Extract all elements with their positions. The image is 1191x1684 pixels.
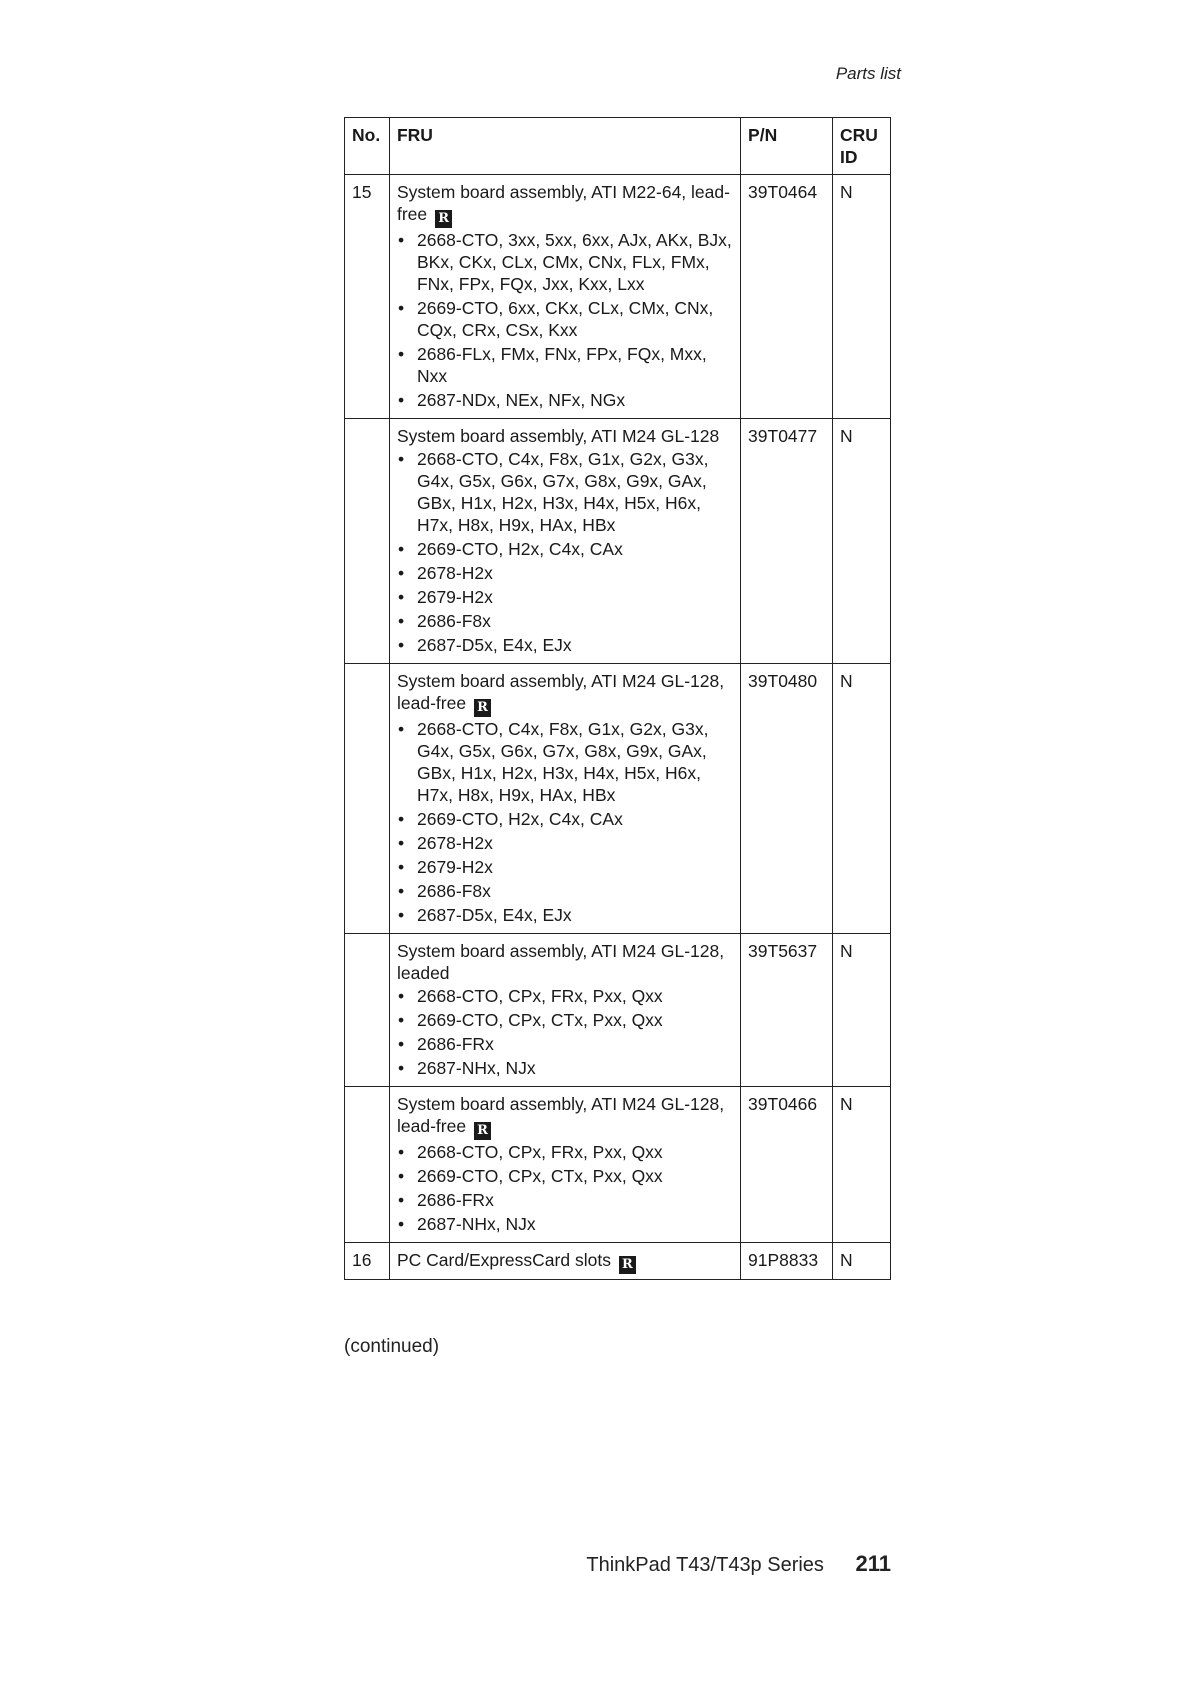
row-item-number (345, 419, 390, 664)
row-part-number: 91P8833 (741, 1243, 833, 1280)
table-row (345, 419, 891, 664)
fru-title: System board assembly, ATI M24 GL-128, leaded (396, 941, 725, 983)
table-body (345, 175, 891, 1280)
restricted-badge-icon: R (474, 1122, 491, 1140)
list-item: • 2687-NHx, NJx (397, 1213, 733, 1235)
list-item: • 2678-H2x (397, 832, 733, 854)
table-row (345, 1087, 891, 1243)
page-footer (586, 1551, 891, 1577)
model-list (397, 1141, 733, 1235)
continued-note: (continued) (344, 1336, 440, 1357)
list-item: • 2669-CTO, H2x, C4x, CAx (397, 808, 733, 830)
row-part-number: 39T0466 (741, 1087, 833, 1243)
row-fru-description (389, 419, 740, 664)
running-head: Parts list (835, 64, 901, 83)
row-item-number: 16 (345, 1243, 390, 1280)
table-header (345, 118, 891, 175)
list-item: • 2687-D5x, E4x, EJx (397, 904, 733, 926)
list-item: • 2686-FRx (397, 1189, 733, 1211)
table-row (345, 1243, 891, 1280)
row-part-number: 39T0480 (741, 664, 833, 934)
list-item: • 2686-FLx, FMx, FNx, FPx, FQx, Mxx, Nxx (397, 343, 733, 387)
header-no: No. (345, 118, 390, 175)
restricted-badge-icon: R (435, 210, 452, 228)
list-item: • 2686-FRx (397, 1033, 733, 1055)
model-list (397, 229, 733, 411)
list-item: • 2668-CTO, CPx, FRx, Pxx, Qxx (397, 1141, 733, 1163)
list-item: • 2668-CTO, C4x, F8x, G1x, G2x, G3x, G4x, G5x, G6x, G7x, G8x, G9x, GAx, GBx, H1x, H2x, H3x, H4x, H5x, H6x, H7x, H8x, H9x, HAx, HBx (397, 448, 733, 536)
header-pn: P/N (741, 118, 833, 175)
list-item: • 2679-H2x (397, 586, 733, 608)
model-list (397, 985, 733, 1079)
row-fru-description (389, 1087, 740, 1243)
header-cru-id: CRU ID (833, 118, 891, 175)
list-item: • 2669-CTO, 6xx, CKx, CLx, CMx, CNx, CQx, CRx, CSx, Kxx (397, 297, 733, 341)
row-cru-id: N (833, 934, 891, 1087)
row-item-number (345, 664, 390, 934)
footer-series-title: ThinkPad T43/T43p Series (586, 1554, 824, 1576)
parts-table (344, 117, 891, 1280)
restricted-badge-icon: R (619, 1256, 636, 1274)
row-part-number: 39T0477 (741, 419, 833, 664)
list-item: • 2668-CTO, C4x, F8x, G1x, G2x, G3x, G4x, G5x, G6x, G7x, G8x, G9x, GAx, GBx, H1x, H2x, H3x, H4x, H5x, H6x, H7x, H8x, H9x, HAx, HBx (397, 718, 733, 806)
row-cru-id: N (833, 1087, 891, 1243)
row-fru-description (389, 175, 740, 419)
table-row (345, 934, 891, 1087)
row-item-number: 15 (345, 175, 390, 419)
list-item: • 2686-F8x (397, 880, 733, 902)
row-cru-id: N (833, 175, 891, 419)
row-item-number (345, 1087, 390, 1243)
list-item: • 2669-CTO, H2x, C4x, CAx (397, 538, 733, 560)
row-fru-description (389, 1243, 740, 1280)
row-fru-description (389, 934, 740, 1087)
header-fru: FRU (389, 118, 740, 175)
row-part-number: 39T5637 (741, 934, 833, 1087)
fru-title: PC Card/ExpressCard slots (396, 1250, 611, 1270)
list-item: • 2668-CTO, CPx, FRx, Pxx, Qxx (397, 985, 733, 1007)
model-list (397, 718, 733, 926)
list-item: • 2669-CTO, CPx, CTx, Pxx, Qxx (397, 1009, 733, 1031)
fru-title: System board assembly, ATI M22-64, lead-free (396, 182, 730, 224)
fru-title: System board assembly, ATI M24 GL-128, lead-free (396, 671, 725, 713)
list-item: • 2679-H2x (397, 856, 733, 878)
row-part-number: 39T0464 (741, 175, 833, 419)
fru-title: System board assembly, ATI M24 GL-128, lead-free (396, 1094, 725, 1136)
table-row (345, 664, 891, 934)
list-item: • 2687-NHx, NJx (397, 1057, 733, 1079)
row-fru-description (389, 664, 740, 934)
row-cru-id: N (833, 419, 891, 664)
page-number: 211 (855, 1551, 891, 1576)
list-item: • 2687-D5x, E4x, EJx (397, 634, 733, 656)
list-item: • 2678-H2x (397, 562, 733, 584)
model-list (397, 448, 733, 656)
row-item-number (345, 934, 390, 1087)
row-cru-id: N (833, 1243, 891, 1280)
list-item: • 2687-NDx, NEx, NFx, NGx (397, 389, 733, 411)
list-item: • 2686-F8x (397, 610, 733, 632)
list-item: • 2668-CTO, 3xx, 5xx, 6xx, AJx, AKx, BJx, BKx, CKx, CLx, CMx, CNx, FLx, FMx, FNx, FPx, FQx, Jxx, Kxx, Lxx (397, 229, 733, 295)
table-row (345, 175, 891, 419)
row-cru-id: N (833, 664, 891, 934)
fru-title: System board assembly, ATI M24 GL-128 (396, 426, 720, 446)
list-item: • 2669-CTO, CPx, CTx, Pxx, Qxx (397, 1165, 733, 1187)
restricted-badge-icon: R (474, 699, 491, 717)
